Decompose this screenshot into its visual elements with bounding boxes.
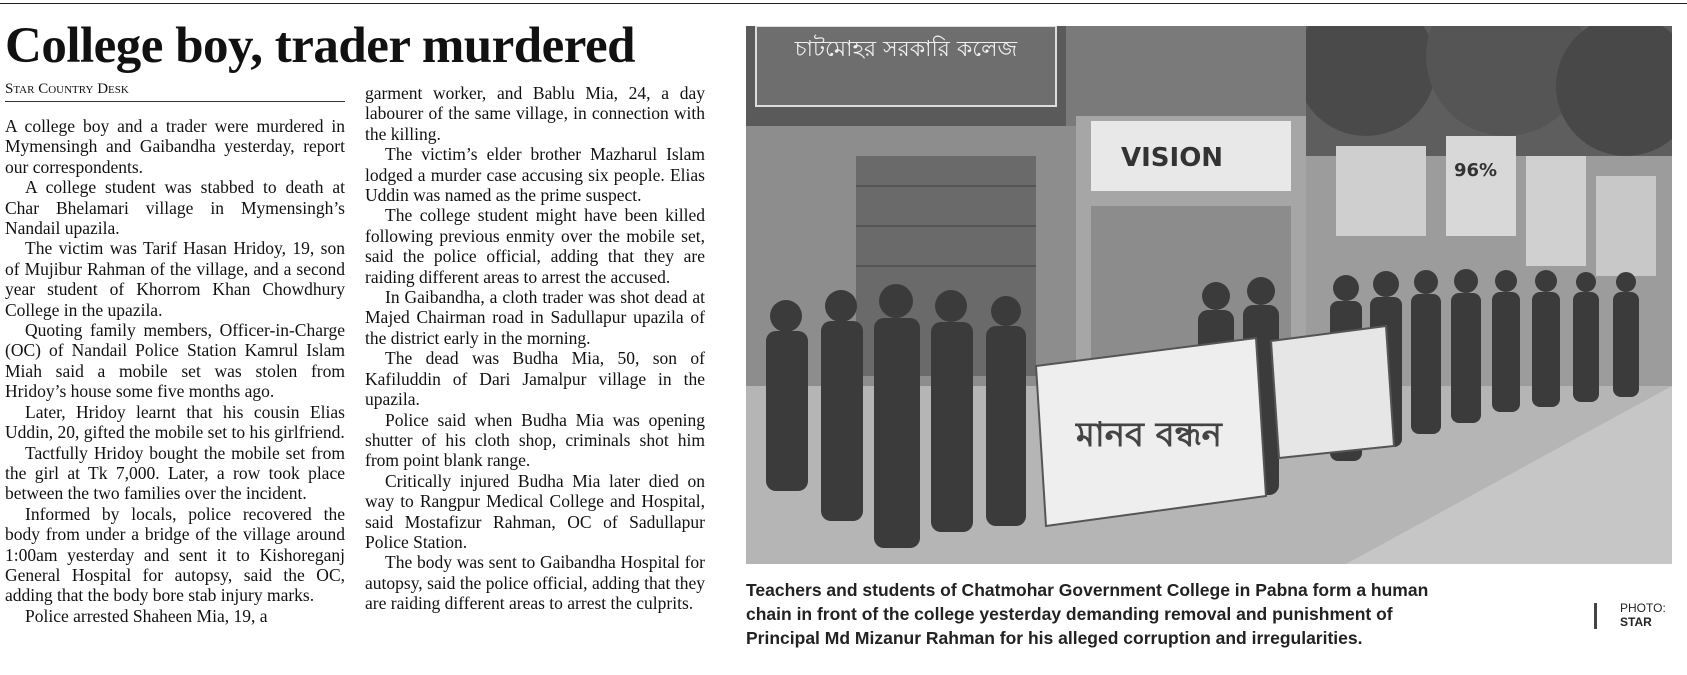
paragraph: In Gaibandha, a cloth trader was shot dead at Majed Chairman road in Sadullapur upazila of the district early in the morning.: [365, 287, 705, 348]
paragraph: Tactfully Hridoy bought the mobile set from the girl at Tk 7,000. Later, a row took place between the two families over the incident.: [5, 442, 345, 504]
credit-source: STAR: [1620, 615, 1652, 629]
article-column-1: [5, 116, 345, 626]
paragraph: Police arrested Shaheen Mia, 19, a: [25, 605, 268, 626]
paragraph: garment worker, and Bablu Mia, 24, a day labourer of the same village, in connection with the killing.: [365, 83, 705, 144]
paragraph: The victim’s elder brother Mazharul Islam lodged a murder case accusing six people. Elias Uddin was named as the prime suspect.: [365, 144, 705, 206]
credit-label: PHOTO:: [1620, 601, 1666, 615]
photo-illustration: [746, 26, 1672, 564]
shop-sign-text: VISION: [1121, 143, 1224, 173]
photo-credit: [1620, 601, 1682, 629]
paragraph: The body was sent to Gaibandha Hospital for autopsy, said the police official, adding that they are raiding different areas to arrest the culprits.: [365, 552, 705, 614]
headline: College boy, trader murdered: [5, 18, 636, 74]
paragraph: Quoting family members, Officer-in-Charge (OC) of Nandail Police Station Kamrul Islam Miah said a mobile set was stolen from Hridoy’s house some five months ago.: [5, 320, 345, 402]
photo-caption: Teachers and students of Chatmohar Government College in Pabna form a human chain in front of the college yesterday demanding removal and punishment of Principal Md Mizanur Rahman for his alleged corruption and irregularities.: [746, 580, 1429, 648]
byline: Star Country Desk: [5, 80, 345, 102]
paragraph: A college student was stabbed to death at Char Bhelamari village in Mymensingh’s Nandail upazila.: [5, 177, 345, 239]
paragraph: Police said when Budha Mia was opening shutter of his cloth shop, criminals shot him from point blank range.: [365, 409, 705, 471]
top-rule: [0, 3, 1687, 4]
banner-text: মানব বন্ধন: [1076, 415, 1222, 455]
paragraph: The victim was Tarif Hasan Hridoy, 19, son of Mujibur Rahman of the village, and a second year student of Khorrom Khan Chowdhury College in the upazila.: [5, 238, 345, 320]
news-photo: [746, 26, 1672, 564]
college-sign-text: চাটমোহর সরকারি কলেজ: [794, 37, 1018, 62]
paragraph: Critically injured Budha Mia later died on way to Rangpur Medical College and Hospital, said Mostafizur Rahman, OC of Sadullapur Police Station.: [365, 470, 705, 552]
poster-percent-text: 96%: [1454, 160, 1498, 181]
paragraph: The dead was Budha Mia, 50, son of Kafiluddin of Dari Jamalpur village in the upazila.: [365, 348, 705, 410]
paragraph: The college student might have been killed following previous enmity over the mobile set, said the police official, adding that they are raiding different areas to arrest the accused.: [365, 205, 705, 287]
credit-divider: [1594, 603, 1597, 629]
article-column-2: [365, 83, 705, 614]
paragraph: A college boy and a trader were murdered in Mymensingh and Gaibandha yesterday, report our correspondents.: [5, 116, 345, 177]
paragraph: Later, Hridoy learnt that his cousin Elias Uddin, 20, gifted the mobile set to his girlfriend.: [5, 401, 345, 443]
paragraph: Informed by locals, police recovered the body from under a bridge of the village around 1:00am yesterday and sent it to Kishoreganj General Hospital for autopsy, said the OC, adding that the body bore stab injury marks.: [5, 503, 345, 606]
